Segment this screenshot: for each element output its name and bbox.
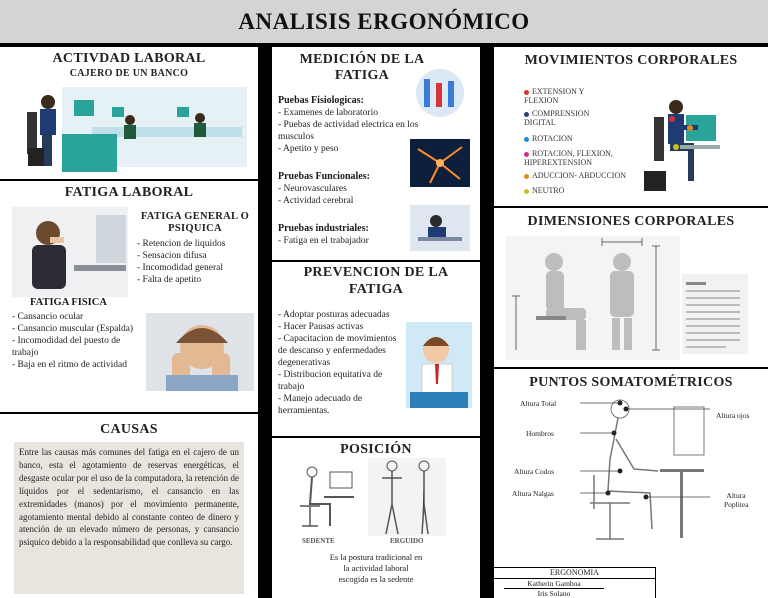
posicion-panel — [272, 438, 480, 598]
list-item: - Falta de apetito — [137, 275, 202, 285]
list-item: - Incomodidad del puesto de trabajo — [12, 336, 121, 358]
movement-label: NEUTRO — [532, 186, 565, 195]
fatiga-laboral-panel — [0, 181, 258, 412]
somatometric-points-diagram — [580, 399, 710, 547]
industriales-list — [278, 235, 408, 247]
bank-cashier-illustration — [22, 82, 248, 174]
credits-name: Iris Solano — [537, 589, 571, 598]
fatiga-fisica-list — [12, 311, 144, 371]
credits-box — [494, 567, 656, 598]
prevencion-list — [278, 309, 406, 417]
actividad-panel — [0, 47, 258, 179]
fatiga-general-heading: FATIGA GENERAL O PSIQUICA — [140, 211, 250, 234]
bullet-dot — [524, 112, 529, 117]
movement-label: ROTACION, FLEXION, HIPEREXTENSION — [524, 149, 613, 167]
movimientos-heading: MOVIMIENTOS CORPORALES — [524, 53, 738, 68]
list-item: - Hacer Pausas activas — [278, 322, 364, 332]
causas-text: Entre las causas más comunes del fatiga en el cajero de un banco, esta el agotamiento de reservas energéticas, el desgaste ocular por el uso de la computadora, la retención de líquidos por el sedentarismo, el cansancio en las extremidades (manos) por el movimiento permanente, agotamiento mental debido al constante conteo de dinero y atención de un elevado número de personas, y cansancio psíquico debido a la responsabilidad que conlleva su cargo. — [14, 442, 244, 594]
list-item: - Incomodidad general — [137, 263, 223, 273]
altura-poplitea-label: Altura Poplitea — [724, 491, 749, 509]
title-bar — [0, 0, 768, 45]
actividad-heading: ACTIVDAD LABORAL — [52, 51, 206, 66]
actividad-subheading: CAJERO DE UN BANCO — [69, 68, 189, 79]
list-item: - Fatiga en el trabajador — [278, 236, 369, 246]
bullet-dot — [524, 90, 529, 95]
list-item: - Apetito y peso — [278, 144, 339, 154]
standing-posture-diagram — [368, 458, 446, 536]
fatiga-fisica-heading: FATIGA FISICA — [30, 297, 107, 308]
hombros-label: Hombros — [526, 429, 554, 438]
altura-ojos-label: Altura ojos — [716, 411, 750, 420]
exhausted-worker-photo — [410, 205, 470, 251]
list-item: - Cansancio ocular — [12, 312, 84, 322]
bullet-dot — [524, 174, 529, 179]
list-item: - Retencion de liquidos — [137, 239, 226, 249]
rubbing-eyes-photo — [146, 313, 254, 391]
fatiga-general-list — [137, 238, 257, 286]
list-item: - Examenes de laboratorio — [278, 108, 378, 118]
industriales-heading: Pruebas industriales: — [278, 223, 369, 234]
list-item — [524, 134, 634, 143]
medicion-heading: MEDICIÓN DE LA FATIGA — [299, 52, 425, 83]
seated-worker-movement-illustration — [640, 97, 720, 199]
list-item: - Sensacion difusa — [137, 251, 207, 261]
posicion-caption: Es la postura tradicional en la actividad laboral escogida es la sedente — [329, 552, 423, 584]
list-item: - Distribucion equitativa de trabajo — [278, 370, 383, 392]
happy-worker-illustration — [406, 322, 472, 408]
list-item: - Manejo adecuado de herramientas. — [278, 394, 363, 416]
medicion-panel — [272, 47, 480, 260]
tired-worker-photo — [12, 207, 128, 297]
prevencion-heading: PREVENCION DE LA FATIGA — [303, 265, 449, 297]
list-item — [524, 186, 604, 195]
neuron-photo — [410, 139, 470, 187]
credits-name: Katherin Gamboa — [504, 579, 604, 589]
dimensiones-panel — [494, 208, 768, 367]
causas-panel — [0, 414, 258, 598]
list-item: - Baja en el ritmo de actividad — [12, 360, 128, 370]
altura-nalgas-label: Altura Nalgas — [512, 489, 554, 498]
funcionales-heading: Pruebas Funcionales: — [278, 171, 370, 182]
puntos-panel — [494, 369, 768, 598]
bullet-dot — [524, 137, 529, 142]
list-item — [524, 149, 634, 167]
fatiga-laboral-heading: FATIGA LABORAL — [64, 185, 194, 200]
posicion-heading: POSICIÓN — [340, 442, 412, 457]
dimensions-legend-table — [682, 274, 748, 354]
erguido-label: ERGUIDO — [390, 537, 424, 545]
movement-label: ROTACION — [532, 134, 573, 143]
body-dimensions-diagram — [506, 236, 680, 360]
prevencion-panel — [272, 262, 480, 436]
list-item: - Cansancio muscular (Espalda) — [12, 324, 134, 334]
sedente-label: SEDENTE — [302, 537, 335, 545]
altura-codos-label: Altura Codos — [514, 467, 555, 476]
credits-title: ERGONOMIA — [494, 568, 655, 579]
list-item — [524, 171, 644, 180]
movement-label: ADUCCION- ABDUCCION — [532, 171, 627, 180]
puntos-heading: PUNTOS SOMATOMÉTRICOS — [529, 375, 733, 390]
list-item — [524, 87, 604, 105]
altura-total-label: Altura Total — [520, 399, 557, 408]
list-item: - Adoptar posturas adecuadas — [278, 310, 390, 320]
causas-heading: CAUSAS — [100, 422, 158, 437]
dimensiones-heading: DIMENSIONES CORPORALES — [527, 214, 735, 229]
bullet-dot — [524, 152, 529, 157]
page-title: ANALISIS ERGONÓMICO — [238, 8, 530, 34]
list-item — [524, 109, 604, 127]
list-item: - Neurovasculares — [278, 184, 347, 194]
bullet-dot — [524, 189, 529, 194]
movement-label: COMPRENSION DIGITAL — [524, 109, 590, 127]
movement-label: EXTENSION Y FLEXION — [524, 87, 585, 105]
list-item: - Actividad cerebral — [278, 196, 354, 206]
sitting-posture-diagram — [294, 460, 356, 534]
movimientos-panel — [494, 47, 768, 206]
fisiologicas-heading: Puebas Fisiologicas: — [278, 95, 364, 106]
funcionales-list — [278, 183, 408, 207]
list-item: - Capacitacion de movimientos de descanso y enfermedades degenerativas — [278, 334, 397, 368]
list-item: - Puebas de actividad electrica en los musculos — [278, 120, 419, 142]
